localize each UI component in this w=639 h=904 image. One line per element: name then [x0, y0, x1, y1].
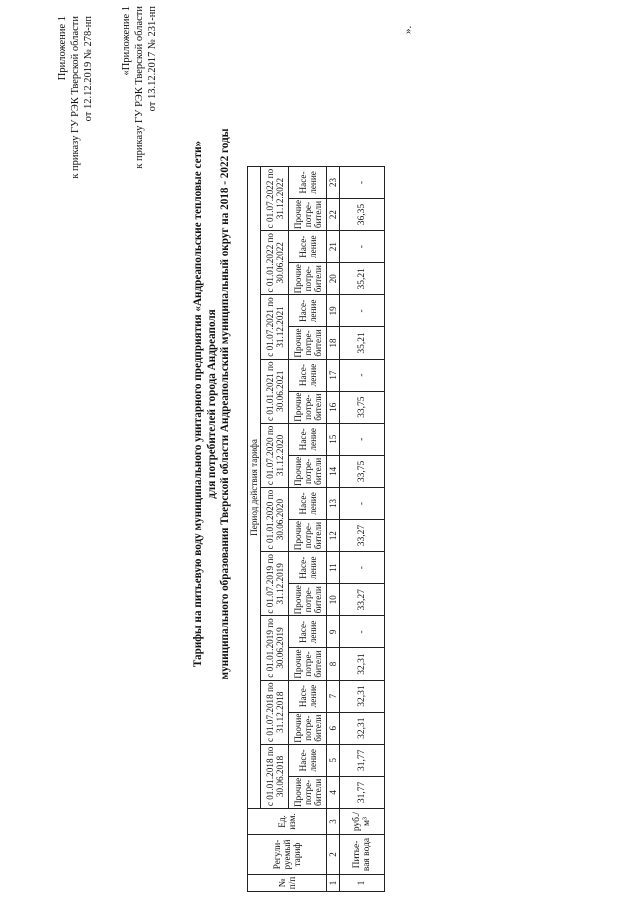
tariff-value: -: [340, 295, 385, 327]
appendix-title: «Приложение 1: [121, 6, 132, 76]
tariff-value: 33,27: [340, 519, 385, 551]
column-number: 4: [327, 776, 340, 808]
tariff-value: -: [340, 616, 385, 648]
tariff-value: -: [340, 552, 385, 584]
column-number: 7: [327, 680, 340, 712]
consumer-kind-population: Насе-ление: [289, 423, 327, 455]
tariff-value: 32,31: [340, 712, 385, 744]
consumer-kind-population: Насе-ление: [289, 680, 327, 712]
consumer-kind-other: Прочие потре-бители: [289, 198, 327, 230]
column-number: 19: [327, 295, 340, 327]
period-cell: с 01.01.2020 по 30.06.2020: [261, 487, 289, 551]
column-number: 21: [327, 231, 340, 263]
period-cell: с 01.07.2022 по 31.12.2022: [261, 166, 289, 230]
column-number: 14: [327, 455, 340, 487]
header-unit: Ед. изм.: [248, 809, 327, 835]
consumer-kind-other: Прочие потре-бители: [289, 712, 327, 744]
column-number: 22: [327, 198, 340, 230]
row-number: 1: [340, 875, 385, 892]
tariff-value: 32,31: [340, 648, 385, 680]
column-number: 3: [327, 809, 340, 835]
column-number: 15: [327, 423, 340, 455]
consumer-kind-other: Прочие потре-бители: [289, 776, 327, 808]
tariff-value: 33,75: [340, 455, 385, 487]
tariff-value: -: [340, 487, 385, 519]
header-row-consumer-kind: [289, 166, 327, 891]
period-cell: с 01.07.2018 по 31.12.2018: [261, 680, 289, 744]
header-row-period: [248, 166, 261, 891]
header-period: Период действия тарифа: [248, 166, 261, 808]
consumer-kind-other: Прочие потре-бители: [289, 263, 327, 295]
consumer-kind-other: Прочие потре-бители: [289, 519, 327, 551]
period-cell: с 01.07.2019 по 31.12.2019: [261, 552, 289, 616]
title-line-2: для потребителей города Андреаполя: [205, 309, 218, 499]
tariff-value: 33,75: [340, 391, 385, 423]
column-number: 23: [327, 166, 340, 198]
consumer-kind-other: Прочие потре-бители: [289, 648, 327, 680]
header-row-ranges: [261, 166, 289, 891]
tariff-value: 33,27: [340, 584, 385, 616]
column-number: 8: [327, 648, 340, 680]
period-cell: с 01.01.2019 по 30.06.2019: [261, 616, 289, 680]
row-unit: руб./м³: [340, 809, 385, 835]
consumer-kind-population: Насе-ление: [289, 359, 327, 391]
period-cell: с 01.07.2021 по 31.12.2021: [261, 295, 289, 359]
column-number: 5: [327, 744, 340, 776]
period-cell: с 01.07.2020 по 31.12.2020: [261, 423, 289, 487]
table-row: [340, 166, 385, 891]
tariff-value: -: [340, 423, 385, 455]
column-number: 9: [327, 616, 340, 648]
column-number: 13: [327, 487, 340, 519]
column-number: 18: [327, 327, 340, 359]
header-number: № п/п: [248, 875, 327, 892]
column-number-row: [327, 166, 340, 891]
column-number: 17: [327, 359, 340, 391]
consumer-kind-other: Прочие потре-бители: [289, 391, 327, 423]
appendix-order: к приказу ГУ РЭК Тверской области: [70, 16, 81, 179]
tariff-value: 36,35: [340, 198, 385, 230]
tariff-value: 32,31: [340, 680, 385, 712]
title-line-3: муниципального образования Тверской области Андреапольский муниципальный округ на 2018 - 2022 годы: [219, 128, 231, 680]
tariff-value: 31,77: [340, 744, 385, 776]
tariff-value: 35,21: [340, 263, 385, 295]
consumer-kind-population: Насе-ление: [289, 295, 327, 327]
tariff-value: -: [340, 231, 385, 263]
title-line-1: Тарифы на питьевую воду муниципального унитарного предприятия «Андреапольские тепловые сети»: [192, 140, 204, 668]
consumer-kind-population: Насе-ление: [289, 166, 327, 198]
consumer-kind-population: Насе-ление: [289, 552, 327, 584]
appendix-date: от 13.12.2017 № 231-нп: [147, 6, 158, 112]
document-title: [192, 4, 233, 804]
column-number: 10: [327, 584, 340, 616]
column-number: 6: [327, 712, 340, 744]
consumer-kind-other: Прочие потре-бители: [289, 455, 327, 487]
consumer-kind-population: Насе-ление: [289, 231, 327, 263]
tariff-value: 31,77: [340, 776, 385, 808]
period-cell: с 01.01.2022 по 30.06.2022: [261, 231, 289, 295]
consumer-kind-population: Насе-ление: [289, 487, 327, 519]
closing-quote: ».: [402, 25, 414, 34]
period-cell: с 01.01.2018 по 30.06.2018: [261, 744, 289, 808]
column-number: 1: [327, 875, 340, 892]
period-cell: с 01.01.2021 по 30.06.2021: [261, 359, 289, 423]
consumer-kind-other: Прочие потре-бители: [289, 327, 327, 359]
appendix-date: от 12.12.2019 № 278-нп: [83, 16, 94, 122]
column-number: 2: [327, 835, 340, 875]
appendix-title: Приложение 1: [57, 16, 68, 81]
appendix-reference-old: [120, 6, 159, 276]
header-tariff: Регули-руемый тариф: [248, 835, 327, 875]
tariff-table: [247, 166, 385, 892]
tariff-value: -: [340, 359, 385, 391]
column-number: 12: [327, 519, 340, 551]
consumer-kind-other: Прочие потре-бители: [289, 584, 327, 616]
consumer-kind-population: Насе-ление: [289, 616, 327, 648]
appendix-reference-new: [56, 16, 95, 276]
column-number: 11: [327, 552, 340, 584]
column-number: 20: [327, 263, 340, 295]
tariff-value: 35,21: [340, 327, 385, 359]
row-tariff: Питье-вая вода: [340, 835, 385, 875]
tariff-value: -: [340, 166, 385, 198]
column-number: 16: [327, 391, 340, 423]
appendix-order: к приказу ГУ РЭК Тверской области: [134, 6, 145, 169]
consumer-kind-population: Насе-ление: [289, 744, 327, 776]
